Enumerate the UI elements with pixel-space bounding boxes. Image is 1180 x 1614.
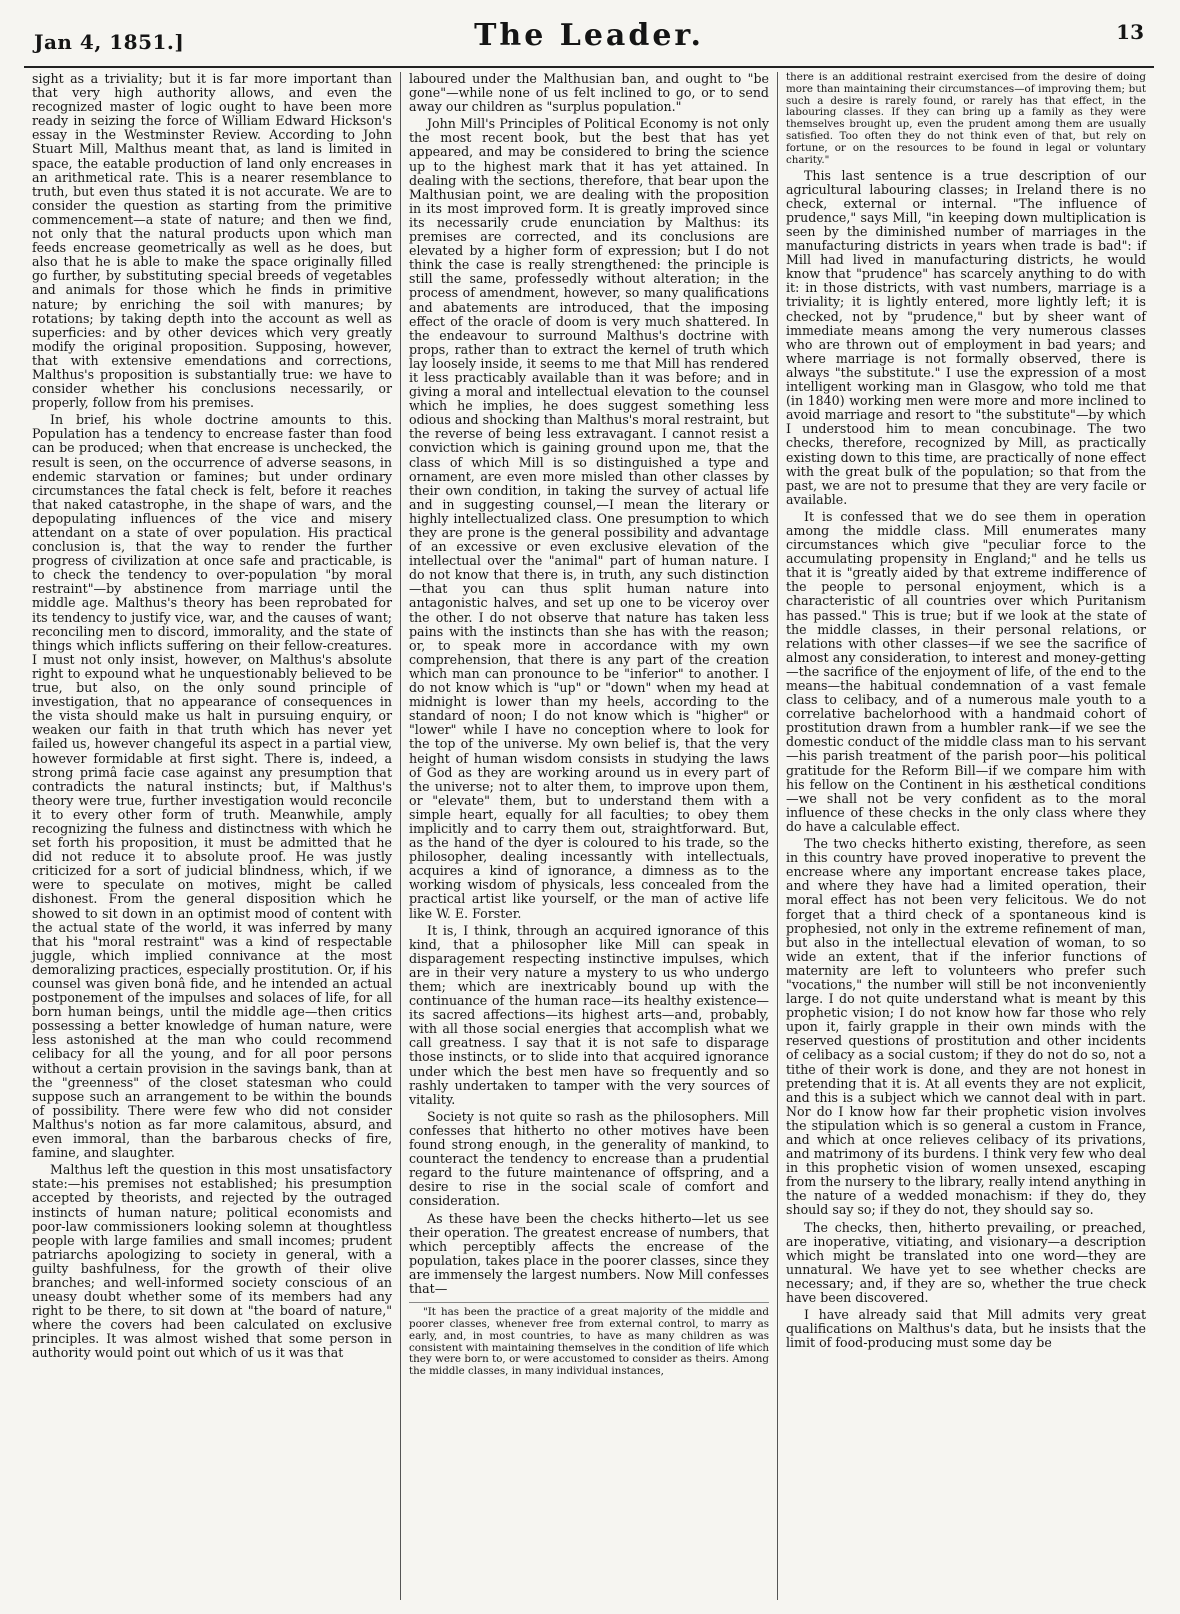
issue-date: Jan 4, 1851.] xyxy=(34,30,185,54)
paragraph: In brief, his whole doctrine amounts to this. Population has a tendency to encrease faster than food can be produced; when that encrease is unchecked, the result is seen, on the occurrence of adverse seasons, in endemic starvation or famines; but under ordinary circumstances the fatal check is felt, before it reaches that naked catastrophe, in the shape of wars, and the depopulating influences of the vice and misery attendant on a state of over population. His practical conclusion is, that the way to render the further progress of civilization at once safe and practicable, is to check the tendency to over-population "by moral restraint"—by abstinence from marriage until the middle age. Malthus's theory has been reprobated for its tendency to justify vice, war, and the causes of want; reconciling men to discord, immorality, and the state of things which inflicts suffering on their fellow-creatures. I must not only insist, however, on Malthus's absolute right to expound what he unquestionably believed to be true, but also, on the only sound principle of investigation, that no appearance of consequences in the vista should make us halt in pursuing enquiry, or weaken our faith in that truth which has never yet failed us, however changeful its aspect in a partial view, however formidable at first sight. There is, indeed, a strong primâ facie case against any presumption that contradicts the natural instincts; but, if Malthus's theory were true, further investigation would reconcile it to every other form of truth. Meanwhile, amply recognizing the fulness and distinctness with which he set forth his proposition, it must be admitted that he did not reduce it to absolute proof. He was justly criticized for a sort of judicial blindness, which, if we were to speculate on motives, might be called dishonest. From the general disposition which he showed to sit down in an optimist mood of content with the actual state of the world, it was inferred by many that his "moral restraint" was a kind of respectable juggle, which implied connivance at the most demoralizing practices, especially prostitution. Or, if his counsel was given bonâ fide, and he intended an actual postponement of the impulses and solaces of life, for all born human beings, until the middle age—then critics possessing a better knowledge of human nature, were less astonished at the man who could recommend celibacy for all the young, and for all poor persons without a certain provision in the savings bank, than at the "greenness" of the closet statesman who could suppose such an arrangement to be within the bounds of possibility. There were few who did not consider Malthus's notion as far more calamitous, absurd, and even immoral, than the barbarous checks of fire, famine, and slaughter. xyxy=(32,412,392,1161)
page-header xyxy=(24,14,1154,58)
paragraph: The checks, then, hitherto prevailing, or preached, are inoperative, vitiating, and visionary—a description which might be translated into one word—they are unnatural. We have yet to see whether checks are necessary; and, if they are so, whether the true check have been discovered. xyxy=(786,1219,1146,1306)
paragraph: As these have been the checks hitherto—let us see their operation. The greatest encrease of numbers, that which perceptibly affects the encrease of the population, takes place in the poorer classes, since they are immensely the largest numbers. Now Mill confesses that— xyxy=(409,1210,769,1296)
paragraph: It is confessed that we do see them in operation among the middle class. Mill enumerates many circumstances which give "peculiar force to the accumulating propensity in England;" and he tells us that it is "greatly aided by that extreme indifference of the people to personal enjoyment, which is a characteristic of all countries over which Puritanism has passed." This is true; but if we look at the state of the middle classes, in their personal relations, or relations with other classes—if we see the sacrifice of almost any consideration, to interest and money-getting—the sacrifice of the enjoyment of life, of the end to the means—the habitual condemnation of a vast female class to celibacy, and of a numerous male youth to a correlative bachelorhood with a handmaid cohort of prostitution drawn from a humbler rank—if we see the domestic conduct of the middle class man to his servant—his parish treatment of the parish poor—his political gratitude for the Reform Bill—if we compare him with his fellow on the Continent in his æsthetical conditions—we shall not be very confident as to the moral influence of these checks in the only class where they do have a calculable effect. xyxy=(786,508,1146,834)
paragraph: sight as a triviality; but it is far more important than that very high authority allows, and even the recognized master of logic ought to have been more ready in seizing the force of William Edward Hickson's essay in the Westminster Review. According to John Stuart Mill, Malthus meant that, as land is limited in space, the eatable production of land only encreases in an arithmetical rate. This is a nearer resemblance to truth, but even thus stated it is not accurate. We are to consider the question as starting from the primitive commencement—a state of nature; and then we find, not only that the natural products upon which man feeds encrease geometrically as well as he does, but also that he is able to make the space originally filled go further, by substituting special breeds of vegetables and animals for those which he finds in primitive nature; by enriching the soil with manures; by rotations; by taking depth into the account as well as superficies: and by other devices which very greatly modify the original proposition. Supposing, however, that with extensive emendations and corrections, Malthus's proposition is substantially true: we have to consider whether his conclusions necessarily, or properly, follow from his premises. xyxy=(32,72,392,411)
paragraph: Malthus left the question in this most unsatisfactory state:—his premises not established; his presumption accepted by theorists, and rejected by the outraged instincts of human nature; political economists and poor-law commissioners looking solemn at thoughtless people with large families and small incomes; prudent patriarchs apologizing to society in general, with a guilty bashfulness, for the growth of their olive branches; and well-informed society conscious of an uneasy doubt whether some of its members had any right to be there, to sit down at "the board of nature," where the covers had been calculated on exclusive principles. It was almost wished that some person in authority would point out which of us it was that xyxy=(32,1162,392,1361)
footnote-text: there is an additional restraint exercised from the desire of doing more than maintaining their circumstances—of improving them; but such a desire is rarely found, or rarely has that effect, in the labouring classes. If they can bring up a family as they were themselves brought up, even the prudent among them are usually satisfied. Too often they do not think even of that, but rely on fortune, or on the resources to be found in legal or voluntary charity." xyxy=(786,72,1146,166)
page-number: 13 xyxy=(1116,20,1144,44)
footnote-quote-continued xyxy=(786,72,1146,167)
paragraph: laboured under the Malthusian ban, and ought to "be gone"—while none of us felt inclined to go, or to send away our children as "surplus population." xyxy=(409,72,769,115)
header-rule xyxy=(24,66,1154,68)
text-columns xyxy=(24,72,1154,1600)
column-2 xyxy=(400,72,777,1600)
footnote-quote xyxy=(409,1302,769,1378)
column-3 xyxy=(777,72,1154,1600)
masthead-title: The Leader. xyxy=(474,18,704,53)
paragraph: This last sentence is a true description of our agricultural labouring classes; in Ireland there is no check, external or internal. "The influence of prudence," says Mill, "in keeping down multiplication is seen by the diminished number of marriages in the manufacturing districts in years when trade is bad": if Mill had lived in manufacturing districts, he would know that "prudence" has scarcely anything to do with it: in those districts, with vast numbers, marriage is a triviality; it is lightly entered, more lightly left; it is checked, not by "prudence," but by sheer want of immediate means among the very numerous classes who are thrown out of employment in bad years; and where marriage is not formally observed, there is always "the substitute." I use the expression of a most intelligent working man in Glasgow, who told me that (in 1840) working men were more and more inclined to avoid marriage and resort to "the substitute"—by which I understood him to mean concubinage. The two checks, therefore, recognized by Mill, as practically existing down to this time, are practically of none effect with the great bulk of the population; so that from the past, we are not to presume that they are very facile or available. xyxy=(786,167,1146,507)
paragraph: Society is not quite so rash as the philosophers. Mill confesses that hitherto no other motives have been found strong enough, in the generality of mankind, to counteract the tendency to encrease than a prudential regard to the future maintenance of offspring, and a desire to rise in the social scale of comfort and consideration. xyxy=(409,1108,769,1209)
footnote-text: "It has been the practice of a great majority of the middle and poorer classes, whenever free from external control, to marry as early, and, in most countries, to have as many children as was consistent with maintaining themselves in the condition of life which they were born to, or were accustomed to consider as theirs. Among the middle classes, in many individual instances, xyxy=(409,1306,770,1378)
paragraph: John Mill's Principles of Political Economy is not only the most recent book, but the best that has yet appeared, and may be considered to bring the science up to the highest mark that it has yet attained. In dealing with the sections, therefore, that bear upon the Malthusian point, we are dealing with the proposition in its most improved form. It is greatly improved since its necessarily crude enunciation by Malthus: its premises are corrected, and its conclusions are elevated by a higher form of expression; but I do not think the case is really strengthened: the principle is still the same, professedly without alteration; in the process of amendment, however, so many qualifications and abatements are introduced, that the imposing effect of the oracle of doom is very much shattered. In the endeavour to surround Malthus's doctrine with props, rather than to extract the kernel of truth which lay loosely inside, it seems to me that Mill has rendered it less practicably available than it was before; and in giving a moral and intellectual elevation to the counsel which he implies, he does suggest something less odious and shocking than Malthus's moral restraint, but the reverse of being less extravagant. I cannot resist a conviction which is gaining ground upon me, that the class of which Mill is so distinguished a type and ornament, are even more misled than other classes by their own condition, in taking the survey of actual life and in suggesting counsel,—I mean the literary or highly intellectualized class. One presumption to which they are prone is the general possibility and advantage of an excessive or even exclusive elevation of the intellectual over the "animal" part of human nature. I do not know that there is, in truth, any such distinction—that you can thus split human nature into antagonistic halves, and set up one to be viceroy over the other. I do not observe that nature has taken less pains with the instincts than she has with the reason; or, to speak more in accordance with my own comprehension, that there is any part of the creation which man can pronounce to be "inferior" to another. I do not know which is "up" or "down" when my head at midnight is lower than my heels, according to the standard of noon; I do not know which is "higher" or "lower" while I have no conception where to look for the top of the universe. My own belief is, that the very height of human wisdom consists in studying the laws of God as they are working around us in every part of the universe; not to alter them, to improve upon them, or "elevate" them, but to understand them with a simple heart, equally for all faculties; to obey them implicitly and to carry them out, straightforward. But, as the hand of the dyer is coloured to his trade, so the philosopher, dealing incessantly with intellectuals, acquires a kind of ignorance, a dimness as to the working wisdom of physicals, less concealed from the practical artist like yourself, or the man of active life like W. E. Forster. xyxy=(409,116,769,921)
column-1 xyxy=(24,72,400,1600)
paragraph: The two checks hitherto existing, therefore, as seen in this country have proved inoperative to prevent the encrease where any important encrease takes place, and where they have had a limited operation, their moral effect has not been very felicitous. We do not forget that a third check of a spontaneous kind is prophesied, not only in the extreme refinement of man, but also in the intellectual elevation of woman, to so wide an extent, that if the inferior functions of maternity are left to volunteers who prefer such "vocations," the number will still be not inconveniently large. I do not quite understand what is meant by this prophetic vision; I do not know how far those who rely upon it, fairly grapple in their own minds with the reserved questions of prostitution and other incidents of celibacy as a social custom; if they do not do so, not a tithe of their work is done, and they are not honest in pretending that it is. At all events they are not explicit, and this is a subject which we cannot deal with in part. Nor do I know how far their prophetic vision involves the stipulation which is so general a custom in France, and which at once relieves celibacy of its privations, and matrimony of its burdens. I think very few who deal in this prophetic vision of women unsexed, escaping from the nursery to the library, really intend anything in the nature of a wedded monachism: if they do, they should say so; if they do not, they should say so. xyxy=(786,836,1146,1218)
paragraph: It is, I think, through an acquired ignorance of this kind, that a philosopher like Mill can speak in disparagement respecting instinctive impulses, which are in their very nature a mystery to us who undergo them; which are inextricably bound up with the continuance of the human race—its healthy existence—its sacred affections—its highest arts—and, probably, with all those social energies that accomplish what we call greatness. I say that it is not safe to disparage those instincts, or to slide into that acquired ignorance under which the best men have so frequently and so rashly undertaken to tamper with the very sources of vitality. xyxy=(409,922,769,1107)
paragraph: I have already said that Mill admits very great qualifications on Malthus's data, but he insists that the limit of food-producing must some day be xyxy=(786,1307,1146,1351)
